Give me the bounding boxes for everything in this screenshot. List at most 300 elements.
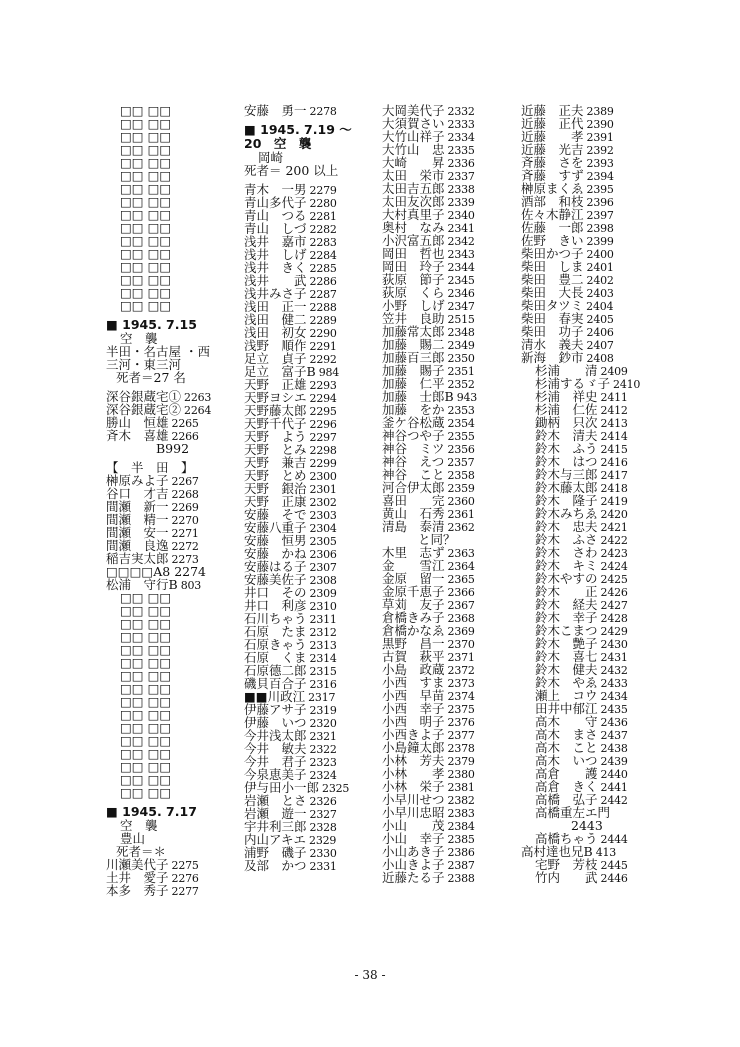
entry-number: 943 — [456, 391, 478, 404]
entry-number: 2369 — [447, 625, 475, 638]
entry-name: 金 雪江 — [382, 558, 445, 573]
entry-name: 倉橋かなゑ — [382, 623, 445, 638]
column-3 — [382, 104, 520, 884]
entry-name: 加藤 をか — [382, 402, 445, 417]
entry-name: 榊原みよ子 — [106, 473, 169, 488]
entry-number: 2322 — [309, 743, 337, 756]
entry-name: □□ □□ — [120, 233, 172, 248]
entry-name: □□ □□ — [120, 759, 172, 774]
entry-number: 2372 — [447, 664, 475, 677]
entry-name: 川瀬美代子 — [106, 857, 169, 872]
entry-number: 2400 — [586, 248, 614, 261]
entry-name: 今泉恵美子 — [244, 767, 307, 782]
entry-name: 間瀬 安一 — [106, 525, 169, 540]
entry-number: 2341 — [447, 222, 475, 235]
column-1 — [106, 104, 236, 897]
entry-name: 今井 敏夫 — [244, 741, 307, 756]
list-entry — [244, 164, 374, 177]
entry-number: 2396 — [586, 196, 614, 209]
entry-name: 稲吉実太郎 — [106, 551, 169, 566]
entry-number: 2380 — [447, 768, 475, 781]
entry-number: 2302 — [309, 496, 337, 509]
entry-number: 2336 — [447, 157, 475, 170]
entry-name: 安藤 そで — [244, 507, 307, 522]
entry-number: 2277 — [171, 885, 199, 898]
entry-name: 高木 守 — [535, 714, 598, 729]
entry-name: 小林 栄子 — [382, 779, 445, 794]
entry-number: 2390 — [586, 118, 614, 131]
entry-number: 2435 — [600, 703, 628, 716]
entry-name: 三河・東三河 — [106, 357, 182, 372]
entry-name: 足立 貞子 — [244, 351, 307, 366]
entry-name: 高木 いつ — [535, 753, 598, 768]
entry-number: 2298 — [309, 444, 337, 457]
entry-number: 2395 — [586, 183, 614, 196]
entry-number: 2398 — [586, 222, 614, 235]
entry-number: 2404 — [586, 300, 614, 313]
entry-number: 2331 — [309, 860, 337, 873]
entry-number: 2383 — [447, 807, 475, 820]
entry-name: 酒部 和枝 — [521, 194, 584, 209]
entry-name: 足立 富子B — [244, 364, 316, 379]
entry-number: 2409 — [600, 365, 628, 378]
entry-name: 木里 志ず — [382, 545, 445, 560]
entry-name: 柴田 功子 — [521, 324, 584, 339]
entry-number: 2388 — [447, 872, 475, 885]
entry-name: 深谷銀蔵宅① — [106, 389, 182, 404]
entry-name: 小野 しげ — [382, 298, 445, 313]
entry-name: 竹内 武 — [535, 870, 598, 885]
entry-number: 2297 — [309, 431, 337, 444]
entry-name: 浅井みさ子 — [244, 286, 307, 301]
entry-name: 内山アキエ — [244, 832, 307, 847]
entry-number: 2273 — [171, 553, 199, 566]
entry-number: 2279 — [309, 184, 337, 197]
entry-name: 鈴木こまつ — [535, 623, 598, 638]
entry-number: 2444 — [600, 833, 628, 846]
entry-number: 2387 — [447, 859, 475, 872]
entry-number: 2415 — [600, 443, 628, 456]
entry-name: 天野ヨシエ — [244, 390, 307, 405]
entry-name: □□ □□ — [120, 616, 172, 631]
section-heading — [244, 123, 374, 137]
entry-number: 2411 — [600, 391, 628, 404]
entry-name: 天野 とみ — [244, 442, 307, 457]
entry-number: 2352 — [447, 378, 475, 391]
entry-number: 2343 — [447, 248, 475, 261]
entry-number: 2348 — [447, 326, 475, 339]
entry-number: 2345 — [447, 274, 475, 287]
entry-number: 2313 — [309, 639, 337, 652]
entry-name: ■ 1945. 7.15 — [106, 317, 197, 332]
entry-name: 高木 こと — [535, 740, 598, 755]
entry-name: 岩瀬 とさ — [244, 793, 307, 808]
entry-number: 2351 — [447, 365, 475, 378]
entry-number: 2366 — [447, 586, 475, 599]
entry-number: 2428 — [600, 612, 628, 625]
entry-number: 2403 — [586, 287, 614, 300]
entry-name: 伊藤 いつ — [244, 715, 307, 730]
entry-number: 2379 — [447, 755, 475, 768]
column-4 — [521, 104, 656, 884]
entry-name: 佐藤 一郎 — [521, 220, 584, 235]
entry-number: 2282 — [309, 223, 337, 236]
entry-number: 2330 — [309, 847, 337, 860]
entry-name: 高倉 護 — [535, 766, 598, 781]
entry-name: 天野 よう — [244, 429, 307, 444]
entry-number: 2362 — [447, 521, 475, 534]
entry-name: 浅田 初女 — [244, 325, 307, 340]
entry-name: 間瀬 精一 — [106, 512, 169, 527]
entry-number: 2364 — [447, 560, 475, 573]
entry-name: □□ □□ — [120, 103, 172, 118]
entry-name: 金原 留一 — [382, 571, 445, 586]
entry-name: 浦野 磯子 — [244, 845, 307, 860]
entry-name: 浅井 しげ — [244, 247, 307, 262]
entry-number: 2269 — [171, 501, 199, 514]
entry-name: 近藤 孝 — [521, 129, 584, 144]
entry-name: 石原きゃう — [244, 637, 307, 652]
entry-name: 安藤 恒男 — [244, 533, 307, 548]
entry-number: 2276 — [171, 872, 199, 885]
entry-number: 2334 — [447, 131, 475, 144]
list-entry — [106, 371, 236, 384]
entry-name: 安藤八重子 — [244, 520, 307, 535]
list-entry — [244, 859, 374, 872]
entry-name: 鈴木与三郎 — [535, 467, 598, 482]
entry-number: 2307 — [309, 561, 337, 574]
entry-name: 土井 愛子 — [106, 870, 169, 885]
entry-name: □□ □□ — [120, 246, 172, 261]
entry-name: 近藤 光吉 — [521, 142, 584, 157]
entry-name: 勝山 恒雄 — [106, 415, 169, 430]
entry-name: 本多 秀子 — [106, 883, 169, 898]
entry-name: 死者＝27 名 — [116, 370, 186, 385]
entry-name: 青山 しづ — [244, 221, 307, 236]
entry-name: 小林 芳夫 — [382, 753, 445, 768]
entry-name: 鈴木やすの — [535, 571, 598, 586]
entry-name: 天野千代子 — [244, 416, 307, 431]
entry-name: 青山多代子 — [244, 195, 307, 210]
entry-name: 死者＝＊ — [116, 844, 167, 859]
entry-name: 間瀬 良逸 — [106, 538, 169, 553]
entry-name: 鈴木 幸子 — [535, 610, 598, 625]
entry-name: 空 襲 — [120, 331, 158, 346]
entry-name: 新海 鈔市 — [521, 350, 584, 365]
entry-name: □□ □□ — [120, 272, 172, 287]
entry-number: 2290 — [309, 327, 337, 340]
entry-number: 2426 — [600, 586, 628, 599]
entry-name: 鈴木 はつ — [535, 454, 598, 469]
entry-number: 984 — [318, 366, 340, 379]
entry-name: 加藤 士郎B — [382, 389, 454, 404]
entry-name: 柴田かつ子 — [521, 246, 584, 261]
entry-name: 斉藤 すず — [521, 168, 584, 183]
entry-name: □□ □□ — [120, 207, 172, 222]
entry-number: 2340 — [447, 209, 475, 222]
entry-number: 2280 — [309, 197, 337, 210]
entry-name: 青山 つる — [244, 208, 307, 223]
entry-number: 2427 — [600, 599, 628, 612]
entry-name: 太田吉五郎 — [382, 181, 445, 196]
entry-number: 2421 — [600, 521, 628, 534]
entry-number: 2324 — [309, 769, 337, 782]
entry-number: 2347 — [447, 300, 475, 313]
entry-number: 2272 — [171, 540, 199, 553]
entry-name: 小山あき子 — [382, 844, 445, 859]
entry-number: 2410 — [613, 378, 641, 391]
entry-name: 高木 まさ — [535, 727, 598, 742]
entry-name: 浅井 きく — [244, 260, 307, 275]
entry-number: 2359 — [447, 482, 475, 495]
entry-name: と同？ — [418, 532, 456, 547]
entry-number: 2287 — [309, 288, 337, 301]
entry-number: 2414 — [600, 430, 628, 443]
entry-name: □□ □□ — [120, 181, 172, 196]
entry-name: 豊山 — [120, 831, 146, 846]
entry-number: 2412 — [600, 404, 628, 417]
entry-name: 太田友次郎 — [382, 194, 445, 209]
entry-number: 2393 — [586, 157, 614, 170]
entry-name: □□ □□ — [120, 681, 172, 696]
entry-name: 小西きよ子 — [382, 727, 445, 742]
entry-number: 2439 — [600, 755, 628, 768]
entry-number: 2271 — [171, 527, 199, 540]
entry-name: 伊与田小一郎 — [244, 780, 320, 795]
entry-name: 鈴木 喜七 — [535, 649, 598, 664]
entry-number: 2292 — [309, 353, 337, 366]
entry-name: 半田・名古屋 ・西 — [106, 344, 210, 359]
entry-number: 2425 — [600, 573, 628, 586]
entry-number: 2446 — [600, 872, 628, 885]
entry-number: 2283 — [309, 236, 337, 249]
list-entry — [521, 871, 656, 884]
entry-number: 2306 — [309, 548, 337, 561]
entry-number: 2417 — [600, 469, 628, 482]
entry-number: 2401 — [586, 261, 614, 274]
entry-name: 鈴木 艶子 — [535, 636, 598, 651]
entry-name: 鈴木 正 — [535, 584, 598, 599]
entry-number: 2346 — [447, 287, 475, 300]
entry-name: 空 襲 — [120, 818, 158, 833]
entry-number: 2392 — [586, 144, 614, 157]
entry-name: 天野 銀治 — [244, 481, 307, 496]
entry-number: 2442 — [600, 794, 628, 807]
entry-number: 2422 — [600, 534, 628, 547]
entry-name: 浅井 嘉市 — [244, 234, 307, 249]
entry-name: 神谷つや子 — [382, 428, 445, 443]
entry-number: 2382 — [447, 794, 475, 807]
entry-number: 2429 — [600, 625, 628, 638]
entry-name: 高橋ちゃう — [535, 831, 598, 846]
entry-number: 2321 — [309, 730, 337, 743]
entry-name: 神谷 ミツ — [382, 441, 445, 456]
entry-number: 2416 — [600, 456, 628, 469]
entry-name: 柴田 しま — [521, 259, 584, 274]
entry-number: 2329 — [309, 834, 337, 847]
entry-name: 小早川せつ — [382, 792, 445, 807]
entry-name: 伊藤アサ子 — [244, 702, 307, 717]
entry-number: 2361 — [447, 508, 475, 521]
entry-number: 2349 — [447, 339, 475, 352]
entry-name: 高橋重左エ門 — [535, 805, 611, 820]
entry-number: 2437 — [600, 729, 628, 742]
entry-name: □□ □□ — [120, 720, 172, 735]
entry-name: □□ □□ — [120, 168, 172, 183]
entry-number: 2420 — [600, 508, 628, 521]
entry-number: 2355 — [447, 430, 475, 443]
entry-name: 鈴木 隆子 — [535, 493, 598, 508]
entry-number: 2320 — [309, 717, 337, 730]
entry-name: 大竹山祥子 — [382, 129, 445, 144]
entry-name: 大須賀さい — [382, 116, 445, 131]
entry-number: 2407 — [586, 339, 614, 352]
list-entry — [382, 871, 520, 884]
entry-name: ■ 1945. 7.17 — [106, 804, 197, 819]
entry-name: □□ □□ — [120, 298, 172, 313]
entry-number: 2275 — [171, 859, 199, 872]
entry-name: 鈴木 ふさ — [535, 532, 598, 547]
entry-name: □□ □□ — [120, 194, 172, 209]
entry-number: 2445 — [600, 859, 628, 872]
entry-number: 2333 — [447, 118, 475, 131]
entry-number: 2441 — [600, 781, 628, 794]
entry-number: 2270 — [171, 514, 199, 527]
entry-number: 413 — [595, 846, 617, 859]
entry-name: 石原 くま — [244, 650, 307, 665]
entry-name: 瀬上 コウ — [535, 688, 598, 703]
entry-name: □□ □□ — [120, 116, 172, 131]
page-number: - 38 - — [354, 968, 386, 982]
entry-name: 近藤 正代 — [521, 116, 584, 131]
entry-name: 浅野 順作 — [244, 338, 307, 353]
entry-name: □□ □□ — [120, 642, 172, 657]
entry-name: 安藤美佐子 — [244, 572, 307, 587]
entry-number: 2268 — [171, 488, 199, 501]
entry-number: 2431 — [600, 651, 628, 664]
entry-number: 2357 — [447, 456, 475, 469]
entry-name: 松浦 守行B — [106, 577, 178, 592]
entry-name: 高橋 弘子 — [535, 792, 598, 807]
entry-number: 2385 — [447, 833, 475, 846]
entry-number: 2356 — [447, 443, 475, 456]
entry-name: 宅野 芳枝 — [535, 857, 598, 872]
entry-number: 2327 — [309, 808, 337, 821]
entry-name: 斉木 喜雄 — [106, 428, 169, 443]
entry-number: 2515 — [447, 313, 475, 326]
entry-name: 死者＝ 200 以上 — [244, 163, 339, 178]
entry-name: 小西 幸子 — [382, 701, 445, 716]
entry-name: 岡崎 — [258, 150, 284, 165]
entry-number: 2432 — [600, 664, 628, 677]
entry-name: 清水 義夫 — [521, 337, 584, 352]
entry-number: 2286 — [309, 275, 337, 288]
entry-number: 2406 — [586, 326, 614, 339]
entry-number: 2363 — [447, 547, 475, 560]
entry-name: 鈴木藤太郎 — [535, 480, 598, 495]
entry-number: 2267 — [171, 475, 199, 488]
entry-name: 鈴木 さわ — [535, 545, 598, 560]
list-entry — [106, 442, 236, 455]
entry-name: 黒野 昌一 — [382, 636, 445, 651]
entry-number: 2374 — [447, 690, 475, 703]
entry-number: 2337 — [447, 170, 475, 183]
entry-name: □□ □□ — [120, 733, 172, 748]
entry-name: □□ □□ — [120, 220, 172, 235]
entry-number: 2353 — [447, 404, 475, 417]
entry-name: 【 半 田 】 — [106, 460, 194, 475]
section-heading — [106, 805, 236, 819]
entry-number: 2265 — [171, 417, 199, 430]
entry-name: 榊原まくゑ — [521, 181, 584, 196]
entry-number: 2433 — [600, 677, 628, 690]
entry-name: 深谷銀蔵宅② — [106, 402, 182, 417]
entry-number: 2291 — [309, 340, 337, 353]
entry-number: 2335 — [447, 144, 475, 157]
entry-name: 金原千恵子 — [382, 584, 445, 599]
entry-number: 2316 — [309, 678, 337, 691]
entry-name: 小山 幸子 — [382, 831, 445, 846]
entry-name: □□ □□ — [120, 655, 172, 670]
entry-name: 高倉 きく — [535, 779, 598, 794]
entry-name: 小林 孝 — [382, 766, 445, 781]
entry-name: 鈴木 忠夫 — [535, 519, 598, 534]
entry-number: 2311 — [309, 613, 337, 626]
entry-name: 杉浦 清 — [535, 363, 598, 378]
entry-name: 杉浦 仁佐 — [535, 402, 598, 417]
entry-name: 小沢富五郎 — [382, 233, 445, 248]
entry-name: 加藤 賜二 — [382, 337, 445, 352]
entry-number: 2278 — [309, 105, 337, 118]
entry-name: 倉橋きみ子 — [382, 610, 445, 625]
entry-number: 2303 — [309, 509, 337, 522]
entry-number: 2293 — [309, 379, 337, 392]
entry-number: 2344 — [447, 261, 475, 274]
entry-name: 喜田 完 — [382, 493, 445, 508]
entry-number: 2338 — [447, 183, 475, 196]
entry-name: 加藤百三郎 — [382, 350, 445, 365]
entry-name: 田井中郁江 — [535, 701, 598, 716]
entry-number: 2434 — [600, 690, 628, 703]
entry-number: 2326 — [309, 795, 337, 808]
entry-name: 及部 かつ — [244, 858, 307, 873]
entry-number: 2386 — [447, 846, 475, 859]
entry-name: □□ □□ — [120, 285, 172, 300]
entry-number: 2342 — [447, 235, 475, 248]
entry-name: 荻原 節子 — [382, 272, 445, 287]
entry-name: ■■川政江 — [244, 689, 306, 704]
entry-name: 小西 すま — [382, 675, 445, 690]
entry-number: 2350 — [447, 352, 475, 365]
entry-name: 20 空 襲 — [244, 136, 312, 151]
entry-name: 浅田 正一 — [244, 299, 307, 314]
entry-name: 鈴木 経夫 — [535, 597, 598, 612]
entry-number: 2399 — [586, 235, 614, 248]
entry-number: 2300 — [309, 470, 337, 483]
entry-name: 太田 栄市 — [382, 168, 445, 183]
entry-name: □□ □□ — [120, 668, 172, 683]
entry-name: □□ □□ — [120, 142, 172, 157]
list-entry — [106, 786, 236, 799]
entry-number: 2308 — [309, 574, 337, 587]
entry-name: 安藤はる子 — [244, 559, 307, 574]
entry-name: 神谷 こと — [382, 467, 445, 482]
entry-number: 2384 — [447, 820, 475, 833]
entry-name: 高村達也兄B — [521, 844, 593, 859]
entry-number: 2418 — [600, 482, 628, 495]
entry-name: 間瀬 新一 — [106, 499, 169, 514]
entry-number: 2264 — [184, 404, 212, 417]
